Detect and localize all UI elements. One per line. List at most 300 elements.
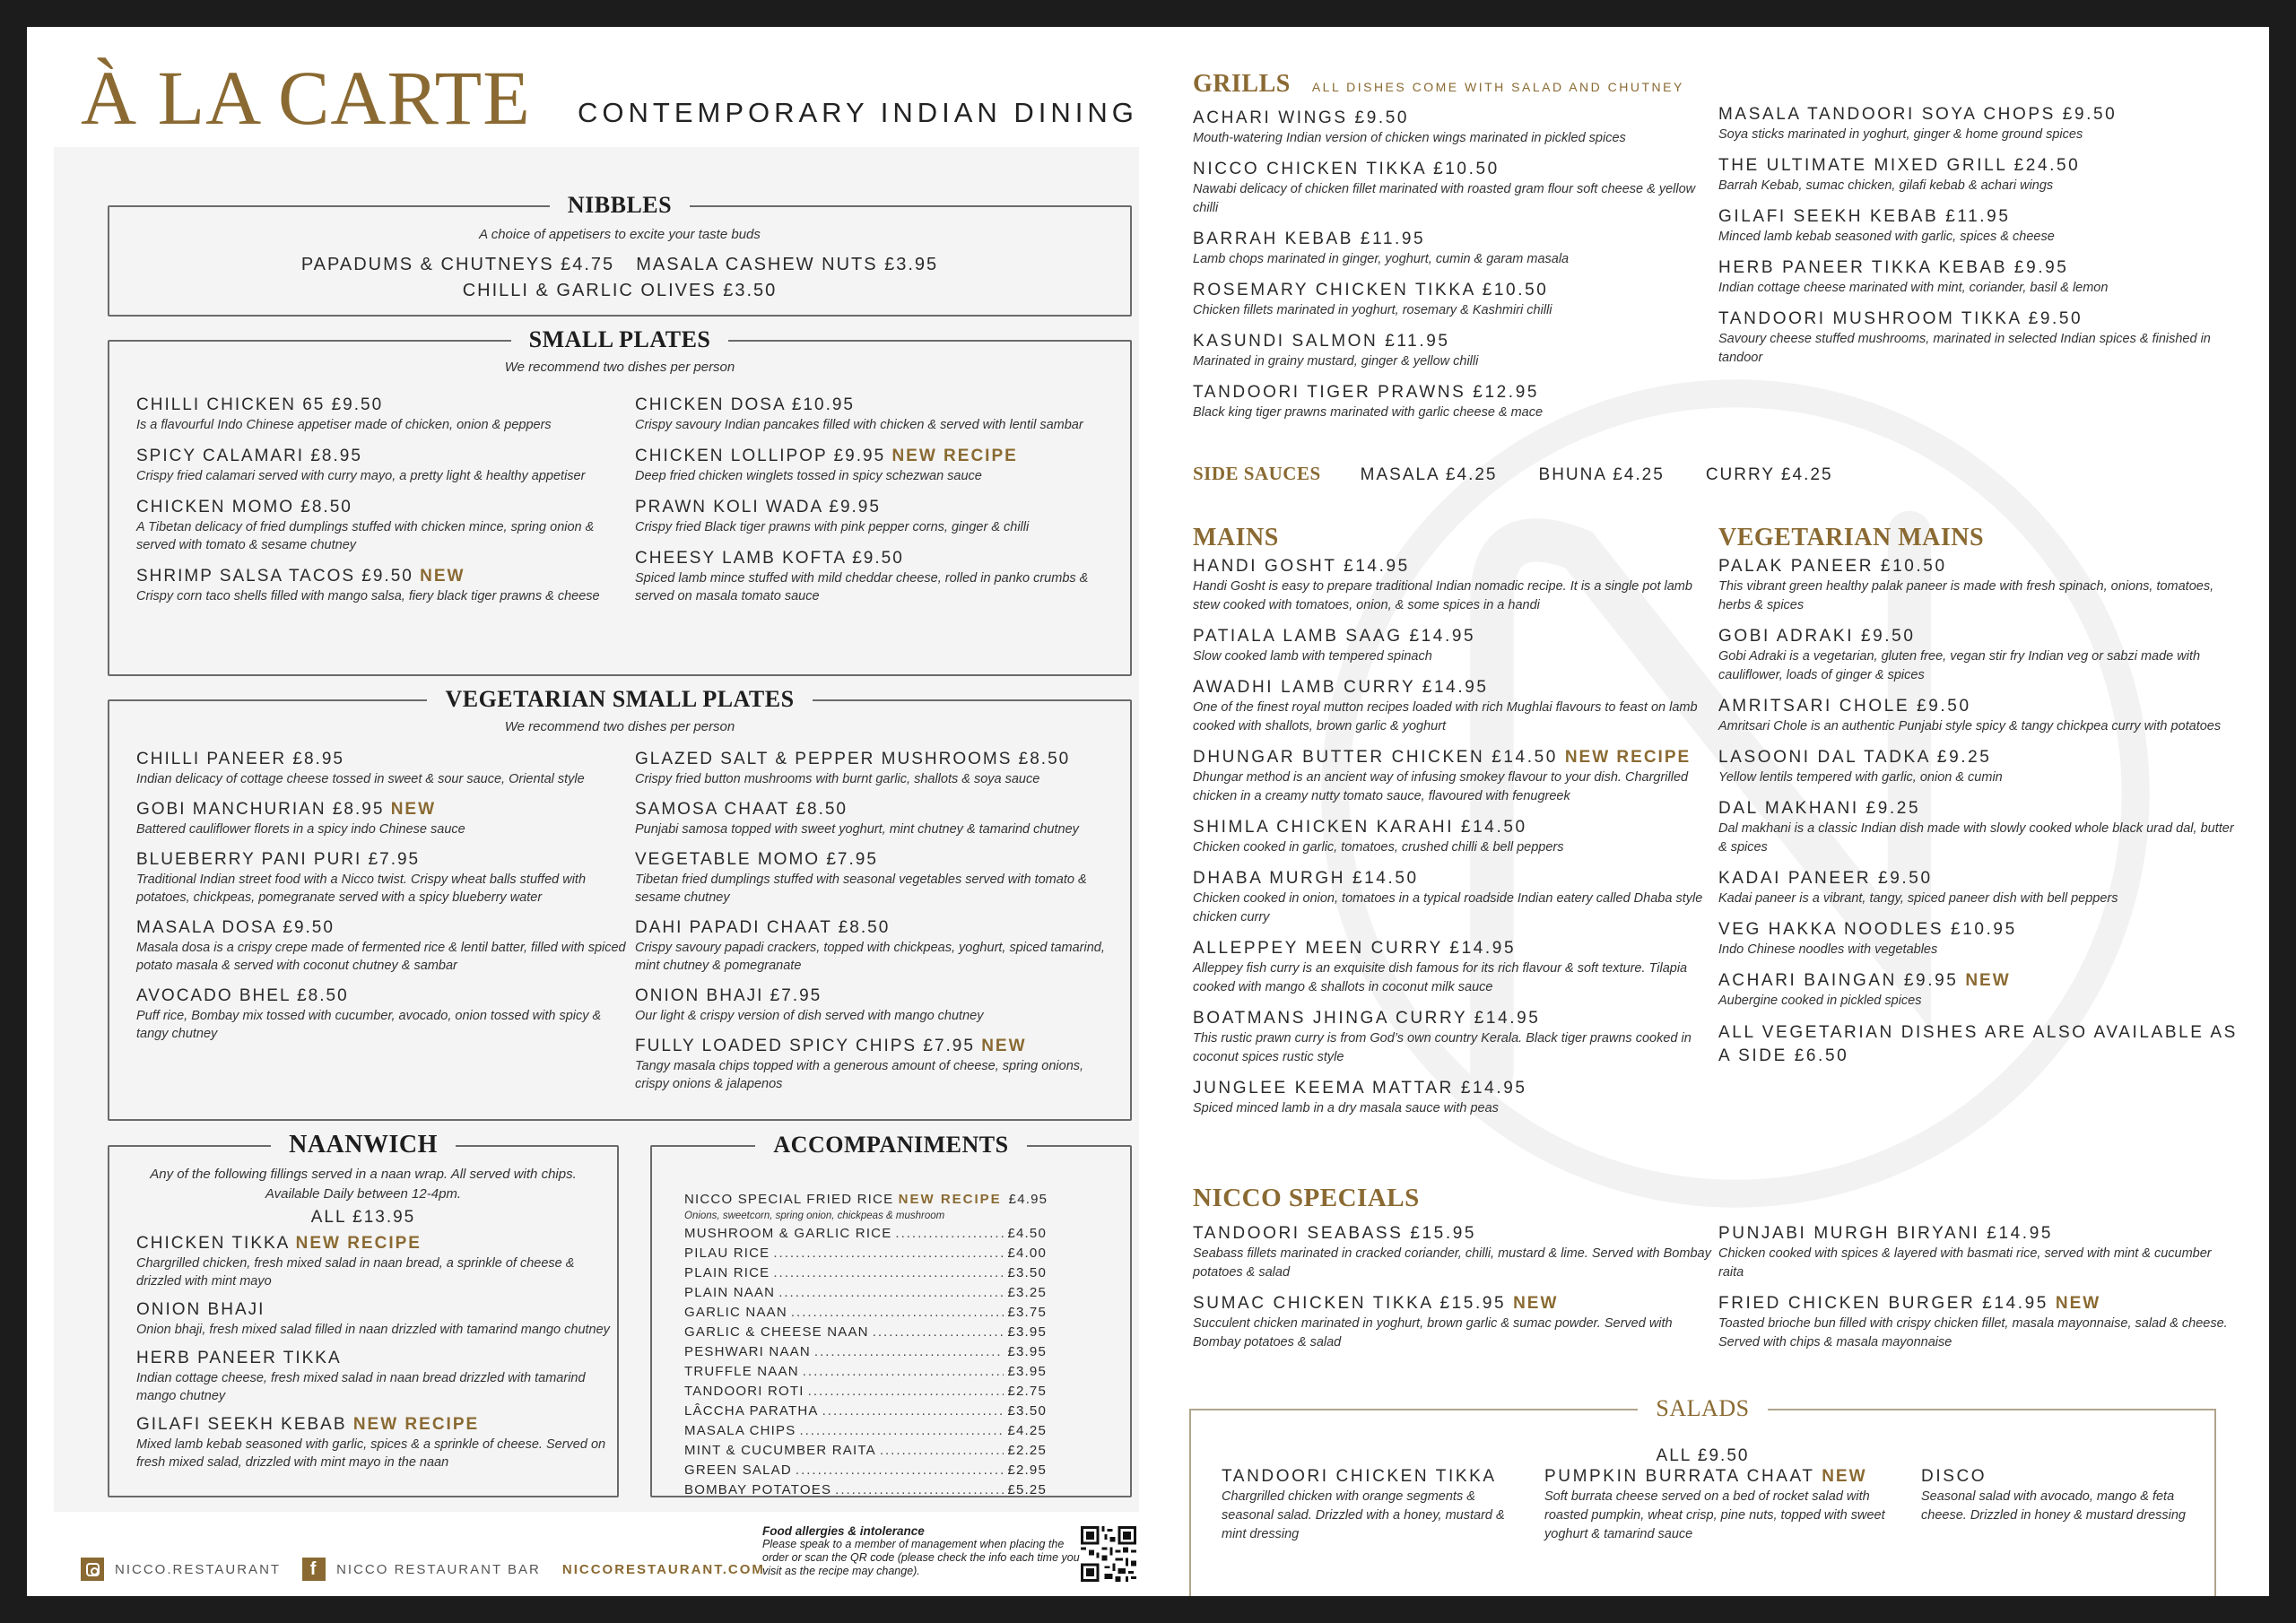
item-name (136, 497, 635, 518)
item-name-text: MINT & CUCUMBER RAITA (684, 1443, 876, 1458)
section-note: A choice of appetisers to excite your taste buds (479, 227, 761, 242)
item-name (136, 985, 635, 1007)
menu-item (136, 985, 635, 1043)
item-name-text: JUNGLEE KEEMA MATTAR £14.95 (1193, 1079, 1527, 1098)
item-name-text: PESHWARI NAAN (684, 1344, 811, 1359)
new-badge: NEW RECIPE (295, 1234, 422, 1253)
menu-item: MASALA £4.25 (1360, 465, 1498, 484)
item-name-text: CHICKEN MOMO £8.50 (136, 498, 352, 516)
salads-section (1189, 1395, 2216, 1596)
item-description: Indian cottage cheese, fresh mixed salad in naan bread drizzled with tamarind mango chutney (136, 1371, 586, 1403)
dot-leader (773, 1263, 1004, 1283)
accompaniment-row (684, 1421, 1047, 1441)
new-badge: NEW RECIPE (352, 1415, 480, 1434)
item-name (136, 446, 635, 467)
item-name (684, 1263, 770, 1283)
menu-item (1193, 159, 1713, 218)
new-badge: NEW (1965, 971, 2011, 990)
naanwich-price: ALL £13.95 (310, 1208, 416, 1227)
menu-item (635, 799, 1119, 838)
accompaniment-row (684, 1303, 1047, 1323)
menu-item (136, 917, 635, 975)
item-name (1193, 1078, 1713, 1099)
item-name-text: PUMPKIN BURRATA CHAAT (1544, 1467, 1815, 1486)
item-name-text: DAHI PAPADI CHAAT £8.50 (635, 918, 891, 937)
item-name-text: BARRAH KEBAB £11.95 (1193, 230, 1426, 248)
item-name-text: ONION BHAJI (136, 1300, 265, 1319)
item-name-text: CHICKEN DOSA £10.95 (635, 395, 855, 414)
website-link[interactable]: NICCORESTAURANT.COM (561, 1561, 765, 1577)
item-description: Spiced minced lamb in a dry masala sauce with peas (1193, 1101, 1499, 1115)
item-name-text: KADAI PANEER £9.50 (1718, 869, 1933, 888)
item-name (684, 1441, 876, 1461)
item-description: Aubergine cooked in pickled spices (1718, 994, 1922, 1008)
left-panel (54, 147, 1139, 1512)
item-name (684, 1342, 811, 1362)
accompaniment-row (684, 1190, 1047, 1210)
item-description: Crispy fried button mushrooms with burnt garlic, shallots & soya sauce (635, 772, 1040, 786)
item-name-text: MASALA TANDOORI SOYA CHOPS £9.50 (1718, 105, 2118, 124)
dot-leader (773, 1244, 1004, 1263)
item-name (1921, 1466, 2244, 1488)
item-name (1193, 1008, 1713, 1029)
mains-list (1193, 556, 1713, 1129)
menu-item (635, 497, 1119, 536)
item-price: £5.25 (1007, 1482, 1047, 1497)
menu-item (635, 917, 1119, 975)
item-name-text: ONION BHAJI £7.95 (635, 986, 822, 1005)
item-name (684, 1190, 1002, 1210)
menu-item (1193, 1293, 1713, 1352)
mains-title: MAINS (1193, 524, 1279, 551)
page-title: À LA CARTE (81, 55, 531, 141)
menu-page (27, 27, 2269, 1596)
menu-item (136, 497, 635, 554)
section-title: NIBBLES (550, 192, 690, 218)
item-description: Black king tiger prawns marinated with garlic cheese & mace (1193, 405, 1544, 420)
allergy-text: Please speak to a member of management when placing the order or scan the QR code (please check the info each time you visit as the recipe may change). (762, 1538, 1080, 1577)
item-name-text: CHILLI CHICKEN 65 £9.50 (136, 395, 384, 414)
new-badge: NEW RECIPE (891, 447, 1018, 465)
menu-item (136, 1233, 617, 1290)
item-name (684, 1224, 891, 1244)
item-name-text: PLAIN NAAN (684, 1285, 776, 1300)
item-name (136, 849, 635, 871)
item-name-text: ALLEPPEY MEEN CURRY £14.95 (1193, 939, 1517, 958)
item-description: Crispy fried calamari served with curry mayo, a pretty light & healthy appetiser (136, 469, 586, 483)
item-name-text: CHICKEN TIKKA (136, 1234, 290, 1253)
grills-header (1193, 70, 1684, 99)
new-badge: NEW (2055, 1294, 2101, 1313)
menu-item (136, 799, 635, 838)
item-name (1718, 696, 2239, 717)
menu-item (1193, 747, 1713, 806)
menu-item (1193, 280, 1713, 320)
item-name-text: VEG HAKKA NOODLES £10.95 (1718, 920, 2017, 939)
item-description: Dhungar method is an ancient way of infusing smokey flavour to your dish. Chargrilled chicken in a creamy nutty tomato sauce, flavoured with fenugreek (1193, 770, 1689, 803)
item-name (1222, 1466, 1544, 1488)
item-name-text: SHRIMP SALSA TACOS £9.50 (136, 567, 413, 586)
item-name (1718, 257, 2239, 279)
item-name-text: HANDI GOSHT £14.95 (1193, 557, 1410, 576)
section-note: We recommend two dishes per person (504, 360, 735, 375)
dot-leader (895, 1224, 1004, 1244)
item-price: £3.50 (1007, 1403, 1047, 1419)
menu-item (1718, 747, 2239, 787)
specials-right-column (1718, 1223, 2239, 1363)
qr-code-icon[interactable] (1081, 1526, 1136, 1582)
item-description: Chicken cooked in garlic, tomatoes, crushed chilli & bell peppers (1193, 840, 1564, 855)
new-badge: NEW (981, 1037, 1027, 1055)
footer (81, 1551, 787, 1587)
small-plates-section (108, 326, 1132, 676)
section-note: We recommend two dishes per person (504, 719, 735, 734)
item-name (635, 917, 1119, 939)
item-name (1718, 798, 2239, 820)
accompaniment-row (684, 1224, 1047, 1244)
specials-left-column (1193, 1223, 1713, 1363)
salad-item (1222, 1466, 1544, 1544)
item-name-text: FULLY LOADED SPICY CHIPS £7.95 (635, 1037, 975, 1055)
item-name-text: NICCO CHICKEN TIKKA £10.50 (1193, 160, 1500, 178)
new-badge: NEW (1822, 1467, 1867, 1486)
item-name-text: PUNJABI MURGH BIRYANI £14.95 (1718, 1224, 2054, 1243)
item-name (1193, 556, 1713, 577)
menu-item (1718, 206, 2239, 247)
item-name-text: TANDOORI ROTI (684, 1384, 804, 1399)
item-price: £3.95 (1007, 1364, 1047, 1379)
item-name (635, 799, 1119, 820)
item-name (635, 849, 1119, 871)
grills-right-column (1718, 104, 2239, 378)
item-description: Kadai paneer is a vibrant, tangy, spiced paneer dish with bell peppers (1718, 891, 2118, 906)
dot-leader (791, 1303, 1004, 1323)
item-name (684, 1283, 775, 1303)
item-name (1193, 159, 1713, 180)
item-description: Succulent chicken marinated in yoghurt, brown garlic & sumac powder. Served with Bombay potatoes & salad (1193, 1316, 1673, 1350)
section-title: NAANWICH (271, 1131, 456, 1159)
item-name-text: AMRITSARI CHOLE £9.50 (1718, 697, 1971, 716)
item-price: £3.25 (1007, 1285, 1047, 1300)
item-name (1718, 206, 2239, 228)
item-description: Amritsari Chole is an authentic Punjabi style spicy & tangy chickpea curry with potatoes (1718, 719, 2222, 733)
item-name-text: DAL MAKHANI £9.25 (1718, 799, 1921, 818)
item-description: Spiced lamb mince stuffed with mild cheddar cheese, rolled in panko crumbs & served on masala tomato sauce (635, 571, 1089, 603)
menu-item (1193, 868, 1713, 927)
item-name (1193, 626, 1713, 647)
item-price: £2.75 (1007, 1384, 1047, 1399)
specials-title: NICCO SPECIALS (1193, 1184, 1420, 1212)
dot-leader (796, 1461, 1004, 1480)
item-name-text: GARLIC NAAN (684, 1305, 787, 1320)
menu-item (1193, 1223, 1713, 1282)
menu-item: CHILLI & GARLIC OLIVES £3.50 (462, 281, 778, 300)
new-badge: NEW RECIPE (1564, 748, 1692, 767)
menu-item (1718, 257, 2239, 298)
menu-item (635, 749, 1119, 788)
item-name (136, 749, 635, 770)
item-name-text: TANDOORI CHICKEN TIKKA (1222, 1467, 1497, 1486)
item-name (1193, 747, 1713, 768)
item-description: Is a flavourful Indo Chinese appetiser made of chicken, onion & peppers (136, 418, 552, 432)
item-name-text: PATIALA LAMB SAAG £14.95 (1193, 627, 1476, 646)
dot-leader (808, 1382, 1004, 1402)
menu-item (136, 749, 635, 788)
item-name (635, 497, 1119, 518)
section-title: SIDE SAUCES (1193, 463, 1321, 484)
dot-leader (803, 1362, 1004, 1382)
facebook-icon: f (302, 1558, 326, 1581)
item-name-text: KASUNDI SALMON £11.95 (1193, 332, 1450, 351)
salads-price: ALL £9.50 (1656, 1446, 1750, 1465)
item-description: Deep fried chicken winglets tossed in spicy schezwan sauce (635, 469, 982, 483)
nibbles-section (108, 192, 1132, 317)
item-description: Onions, sweetcorn, spring onion, chickpeas & mushroom (684, 1211, 945, 1221)
menu-item (136, 446, 635, 485)
item-name (684, 1244, 770, 1263)
menu-item (1718, 868, 2239, 908)
dot-leader (880, 1441, 1004, 1461)
item-price: £4.00 (1007, 1245, 1047, 1261)
item-description: Crispy savoury Indian pancakes filled with chicken & served with lentil sambar (635, 418, 1083, 432)
item-name-text: TANDOORI TIGER PRAWNS £12.95 (1193, 383, 1540, 402)
new-badge: NEW (390, 800, 437, 819)
item-name (635, 749, 1119, 770)
item-name-text: GREEN SALAD (684, 1462, 792, 1478)
dot-leader (778, 1283, 1004, 1303)
item-name (136, 1414, 617, 1436)
section-title: VEGETARIAN SMALL PLATES (427, 686, 812, 712)
grills-left-column (1193, 108, 1713, 433)
item-name (1718, 626, 2239, 647)
menu-item (1193, 626, 1713, 666)
item-description: Nawabi delicacy of chicken fillet marinated with roasted gram flour soft cheese & yellow chilli (1193, 182, 1696, 215)
item-description: One of the finest royal mutton recipes loaded with rich Mughlai flavours to feast on lamb cooked with shallots, brown garlic & yoghurt (1193, 700, 1698, 733)
item-description: Barrah Kebab, sumac chicken, gilafi kebab & achari wings (1718, 178, 2054, 193)
item-price: £2.95 (1007, 1462, 1047, 1478)
menu-item (635, 1036, 1119, 1093)
naanwich-hours: Available Daily between 12-4pm. (265, 1186, 462, 1202)
dot-leader (873, 1323, 1004, 1342)
item-price: £4.50 (1007, 1226, 1047, 1241)
item-name-text: BOMBAY POTATOES (684, 1482, 832, 1497)
item-name (1193, 1293, 1713, 1315)
item-name-text: HERB PANEER TIKKA KEBAB £9.95 (1718, 258, 2069, 277)
item-description: Lamb chops marinated in ginger, yoghurt, cumin & garam masala (1193, 252, 1570, 266)
item-description: Slow cooked lamb with tempered spinach (1193, 649, 1432, 664)
menu-item (1718, 696, 2239, 736)
item-description: Battered cauliflower florets in a spicy indo Chinese sauce (136, 822, 465, 837)
dot-leader (799, 1421, 1004, 1441)
item-description: Chicken cooked in onion, tomatoes in a typical roadside Indian eatery called Dhaba style chicken curry (1193, 891, 1703, 924)
item-name-text: DHUNGAR BUTTER CHICKEN £14.50 (1193, 748, 1558, 767)
item-description: Minced lamb kebab seasoned with garlic, spices & cheese (1718, 230, 2055, 244)
item-name-text: GOBI MANCHURIAN £8.95 (136, 800, 385, 819)
menu-item: CURRY £4.25 (1705, 465, 1833, 484)
menu-item (1193, 331, 1713, 371)
item-name (1718, 556, 2239, 577)
menu-item (1718, 798, 2239, 857)
menu-item (1718, 1223, 2239, 1282)
item-price: £3.95 (1007, 1324, 1047, 1340)
menu-item (1718, 626, 2239, 685)
accompaniment-row (684, 1461, 1047, 1480)
menu-item (1718, 970, 2239, 1011)
item-description: Indian delicacy of cottage cheese tossed in sweet & sour sauce, Oriental style (136, 772, 585, 786)
item-name-text: CHEESY LAMB KOFTA £9.50 (635, 549, 904, 568)
side-sauces (1193, 463, 1874, 485)
item-name (1718, 308, 2239, 330)
item-name-text: CHILLI PANEER £8.95 (136, 750, 344, 768)
item-description: Masala dosa is a crispy crepe made of fermented rice & lentil batter, filled with spiced potato masala & served with coconut chutney & sambar (136, 941, 626, 973)
item-name (684, 1402, 819, 1421)
naanwich-section (108, 1131, 619, 1497)
item-name (684, 1382, 804, 1402)
accompaniment-row (684, 1362, 1047, 1382)
instagram-link[interactable] (81, 1558, 281, 1581)
item-name (635, 446, 1119, 467)
section-title: SALADS (1638, 1395, 1767, 1421)
vegetarian-mains-list (1718, 556, 2239, 1068)
item-name-text: AWADHI LAMB CURRY £14.95 (1193, 678, 1489, 697)
item-name-text: TANDOORI MUSHROOM TIKKA £9.50 (1718, 309, 2083, 328)
item-name-text: GOBI ADRAKI £9.50 (1718, 627, 1916, 646)
item-name-text: DISCO (1921, 1467, 1987, 1486)
salad-item (1921, 1466, 2244, 1544)
item-description: Soft burrata cheese served on a bed of rocket salad with roasted pumpkin, wheat crisp, pine nuts, topped with sweet yoghurt & tamarind sauce (1544, 1489, 1885, 1541)
accompaniment-row (684, 1342, 1047, 1362)
item-description: Punjabi samosa topped with sweet yoghurt, mint chutney & tamarind chutney (635, 822, 1079, 837)
menu-item (136, 566, 635, 605)
item-description: Gobi Adraki is a vegetarian, gluten free, vegan stir fry Indian veg or sabzi made with cauliflower, loads of ginger & spices (1718, 649, 2201, 682)
menu-item (1193, 229, 1713, 269)
item-name (684, 1421, 796, 1441)
salad-item (1544, 1466, 1921, 1544)
item-description: Traditional Indian street food with a Nicco twist. Crispy wheat balls stuffed with potatoes, chickpeas, pomegranate served with a spicy blueberry water (136, 872, 587, 905)
new-badge: NEW (420, 567, 465, 586)
item-name (136, 1233, 617, 1254)
item-price: £3.75 (1007, 1305, 1047, 1320)
item-name (1718, 747, 2239, 768)
item-description: Seabass fillets marinated in cracked coriander, chilli, mustard & lime. Served with Bombay potatoes & salad (1193, 1246, 1711, 1280)
accompaniment-row (684, 1263, 1047, 1283)
item-name-text: NICCO SPECIAL FRIED RICE (684, 1192, 894, 1207)
accompaniments-section (650, 1132, 1132, 1497)
vegetarian-mains-title: VEGETARIAN MAINS (1718, 524, 1985, 551)
item-description: Handi Gosht is easy to prepare traditional Indian nomadic recipe. It is a single pot lamb stew cooked with tomatoes, onion, & some spices in a handi (1193, 579, 1692, 612)
item-name-text: SAMOSA CHAAT £8.50 (635, 800, 848, 819)
item-name (1193, 938, 1713, 959)
item-price: £3.50 (1007, 1265, 1047, 1280)
item-name-text: GLAZED SALT & PEPPER MUSHROOMS £8.50 (635, 750, 1071, 768)
accompaniment-row (684, 1244, 1047, 1263)
item-name (684, 1461, 792, 1480)
item-description: Chargrilled chicken with orange segments & seasonal salad. Drizzled with a honey, mustard & mint dressing (1222, 1489, 1505, 1541)
item-description: Toasted brioche bun filled with crispy chicken fillet, masala mayonnaise, salad & cheese. Served with chips & masala mayonnaise (1718, 1316, 2228, 1350)
section-title: ACCOMPANIMENTS (755, 1132, 1026, 1158)
menu-item (635, 446, 1119, 485)
item-name (136, 395, 635, 416)
menu-item (1718, 155, 2239, 195)
item-name (1193, 382, 1713, 404)
new-badge: NEW RECIPE (898, 1192, 1002, 1207)
item-description: Dal makhani is a classic Indian dish made with slowly cooked whole black urad dal, butter & spices (1718, 821, 2234, 855)
item-name (1193, 868, 1713, 890)
page-subtitle: CONTEMPORARY INDIAN DINING (578, 97, 1138, 128)
menu-item (1193, 108, 1713, 148)
item-name (136, 566, 635, 587)
allergy-title: Food allergies & intolerance (762, 1524, 925, 1538)
menu-item (1718, 104, 2239, 144)
dot-leader (835, 1480, 1004, 1500)
menu-item (635, 548, 1119, 605)
item-description: This vibrant green healthy palak paneer is made with fresh spinach, onions, tomatoes, herbs & spices (1718, 579, 2214, 612)
section-title: GRILLS (1193, 70, 1291, 98)
section-title: SMALL PLATES (511, 326, 729, 352)
dot-leader (822, 1402, 1004, 1421)
menu-item (635, 395, 1119, 434)
item-name (1718, 868, 2239, 890)
item-price: £3.95 (1007, 1344, 1047, 1359)
item-description: Our light & crispy version of dish served with mango chutney (635, 1009, 984, 1023)
accompaniment-row (684, 1402, 1047, 1421)
item-name-text: SPICY CALAMARI £8.95 (136, 447, 362, 465)
item-name-text: FRIED CHICKEN BURGER £14.95 (1718, 1294, 2048, 1313)
menu-item: PAPADUMS & CHUTNEYS £4.75 (300, 255, 615, 274)
section-note: ALL DISHES COME WITH SALAD AND CHUTNEY (1311, 80, 1684, 94)
item-name-text: TANDOORI SEABASS £15.95 (1193, 1224, 1477, 1243)
item-price: £4.25 (1007, 1423, 1047, 1438)
item-name (1193, 677, 1713, 699)
item-name (1193, 108, 1713, 129)
item-description: Mouth-watering Indian version of chicken wings marinated in pickled spices (1193, 131, 1626, 145)
item-name-text: PALAK PANEER £10.50 (1718, 557, 1947, 576)
item-name-text: VEGETABLE MOMO £7.95 (635, 850, 878, 869)
item-description: Chicken cooked with spices & layered with basmati rice, served with mint & cucumber raita (1718, 1246, 2212, 1280)
item-name (136, 1348, 617, 1369)
item-name-text: MASALA DOSA £9.50 (136, 918, 335, 937)
menu-item (1193, 817, 1713, 857)
menu-item (1718, 308, 2239, 368)
item-name-text: AVOCADO BHEL £8.50 (136, 986, 349, 1005)
item-name-text: ROSEMARY CHICKEN TIKKA £10.50 (1193, 281, 1549, 299)
item-name-text: GILAFI SEEKH KEBAB (136, 1415, 347, 1434)
item-name-text: PLAIN RICE (684, 1265, 770, 1280)
item-name-text: GILAFI SEEKH KEBAB £11.95 (1718, 207, 2011, 226)
item-name-text: THE ULTIMATE MIXED GRILL £24.50 (1718, 156, 2081, 175)
item-name-text: MASALA CHIPS (684, 1423, 796, 1438)
section-note (109, 1165, 617, 1204)
accompaniment-row (684, 1382, 1047, 1402)
item-price: £2.25 (1007, 1443, 1047, 1458)
menu-item (1718, 1293, 2239, 1352)
facebook-link[interactable] (302, 1558, 541, 1581)
menu-item (1193, 382, 1713, 422)
item-description: Onion bhaji, fresh mixed salad filled in naan drizzled with tamarind mango chutney (136, 1323, 610, 1337)
accompaniment-row (684, 1283, 1047, 1303)
allergy-notice (762, 1524, 1085, 1578)
vegetarian-side-note: ALL VEGETARIAN DISHES ARE ALSO AVAILABLE AS A SIDE £6.50 (1718, 1023, 2238, 1065)
instagram-handle: NICCO.RESTAURANT (115, 1561, 282, 1577)
item-description: Marinated in grainy mustard, ginger & yellow chilli (1193, 354, 1479, 369)
item-name (635, 548, 1119, 569)
item-description: Seasonal salad with avocado, mango & feta cheese. Drizzled in honey & mustard dressing (1921, 1489, 2186, 1523)
item-name (1718, 970, 2239, 992)
vegetarian-small-plates-section (108, 686, 1132, 1121)
item-name-text: ACHARI WINGS £9.50 (1193, 108, 1410, 127)
item-description: Chicken fillets marinated in yoghurt, rosemary & Kashmiri chilli (1193, 303, 1552, 317)
accompaniment-row (684, 1441, 1047, 1461)
